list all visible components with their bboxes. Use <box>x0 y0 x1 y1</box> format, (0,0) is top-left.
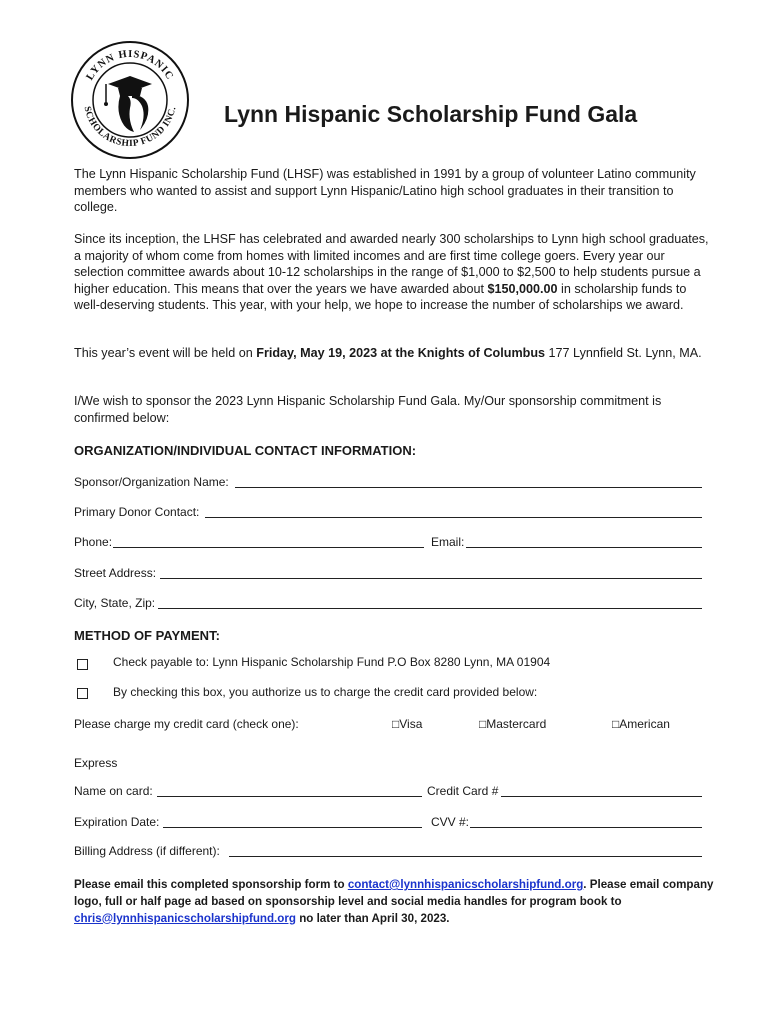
awarded-amount: $150,000.00 <box>487 281 558 296</box>
card-authorize-checkbox[interactable] <box>77 686 88 704</box>
event-text-start: This year’s event will be held on <box>74 346 257 360</box>
check-payment-checkbox[interactable] <box>77 657 88 675</box>
history-text-end: in scholarship funds to well-deserving students. This year, with your help, we hope to increase the number of scholarships we award. <box>74 281 687 313</box>
street-address-label: Street Address: <box>74 566 157 580</box>
billing-address-label: Billing Address (if different): <box>74 844 220 858</box>
organization-logo <box>70 40 190 160</box>
cvv-field[interactable] <box>470 827 702 828</box>
payment-heading: METHOD OF PAYMENT: <box>74 628 220 643</box>
card-number-field[interactable] <box>501 796 702 797</box>
chris-email-link[interactable]: chris@lynnhispanicscholarshipfund.org <box>74 911 296 925</box>
logo-seal-graphic <box>70 40 190 160</box>
phone-label: Phone: <box>74 535 113 549</box>
instructions-text-1: Please email this completed sponsorship form to <box>74 878 348 891</box>
city-state-zip-field[interactable] <box>158 608 702 609</box>
name-on-card-label: Name on card: <box>74 784 153 798</box>
phone-field[interactable] <box>113 547 424 548</box>
instructions-text-3: no later than April 30, 2023. <box>295 911 450 925</box>
event-paragraph <box>74 345 714 362</box>
history-paragraph <box>74 231 714 314</box>
card-authorize-text: By checking this box, you authorize us to charge the credit card provided below: <box>113 685 538 699</box>
contact-email-link[interactable]: contact@lynnhispanicscholarshipfund.org <box>347 878 584 891</box>
expiration-label: Expiration Date: <box>74 815 160 829</box>
sponsor-name-field[interactable] <box>235 487 702 488</box>
cvv-label: CVV #: <box>431 815 470 829</box>
name-on-card-field[interactable] <box>157 796 422 797</box>
expiration-field[interactable] <box>163 827 422 828</box>
event-date-place: Friday, May 19, 2023 at the Knights of Columbus <box>256 346 546 360</box>
history-text-start: Since its inception, the LHSF has celebrated and awarded nearly 300 scholarships to Lynn high school graduates, a majority of whom come from homes with limited incomes and are first time college goers. Every year our selection committee awards about 10-12 scholarships in the range of $1,000 to $2,500 to help students pursue a higher education. This means that over the years we have awarded about <box>74 232 709 296</box>
logo-ring-text-top: LYNN HISPANIC <box>84 48 176 83</box>
page-title: Lynn Hispanic Scholarship Fund Gala <box>224 101 638 127</box>
mastercard-label: Mastercard <box>486 717 547 731</box>
mastercard-option[interactable]: □Mastercard <box>479 717 547 731</box>
logo-ring-text-bottom: SCHOLARSHIP FUND INC. <box>81 105 179 150</box>
event-text-end: 177 Lynnfield St. Lynn, MA. <box>545 346 702 360</box>
donor-contact-label: Primary Donor Contact: <box>74 505 200 519</box>
charge-card-label: Please charge my credit card (check one): <box>74 717 299 731</box>
express-label: Express <box>74 756 118 770</box>
email-field[interactable] <box>466 547 702 548</box>
visa-option[interactable]: □Visa <box>392 717 423 731</box>
american-label: American <box>619 717 670 731</box>
instructions-text-2: . Please email company logo, full or half page ad based on sponsorship level and social media handles for program book to <box>74 878 714 908</box>
check-payment-text: Check payable to: Lynn Hispanic Scholarship Fund P.O Box 8280 Lynn, MA 01904 <box>113 655 551 669</box>
card-number-label: Credit Card # <box>427 784 499 798</box>
submission-instructions <box>74 877 714 927</box>
email-label: Email: <box>431 535 465 549</box>
billing-address-field[interactable] <box>229 856 702 857</box>
visa-label: Visa <box>399 717 423 731</box>
street-address-field[interactable] <box>160 578 702 579</box>
city-state-zip-label: City, State, Zip: <box>74 596 156 610</box>
intro-paragraph: The Lynn Hispanic Scholarship Fund (LHSF) was established in 1991 by a group of volunteer Latino community members who wanted to assist and support Lynn Hispanic/Latino high school graduates in their transition to college. <box>74 167 696 215</box>
sponsor-name-label: Sponsor/Organization Name: <box>74 475 229 489</box>
commitment-paragraph: I/We wish to sponsor the 2023 Lynn Hispanic Scholarship Fund Gala. My/Our sponsorship commitment is confirmed below: <box>74 394 662 425</box>
contact-heading: ORGANIZATION/INDIVIDUAL CONTACT INFORMATION: <box>74 443 417 458</box>
american-express-option[interactable]: □American <box>612 717 670 731</box>
donor-contact-field[interactable] <box>205 517 702 518</box>
